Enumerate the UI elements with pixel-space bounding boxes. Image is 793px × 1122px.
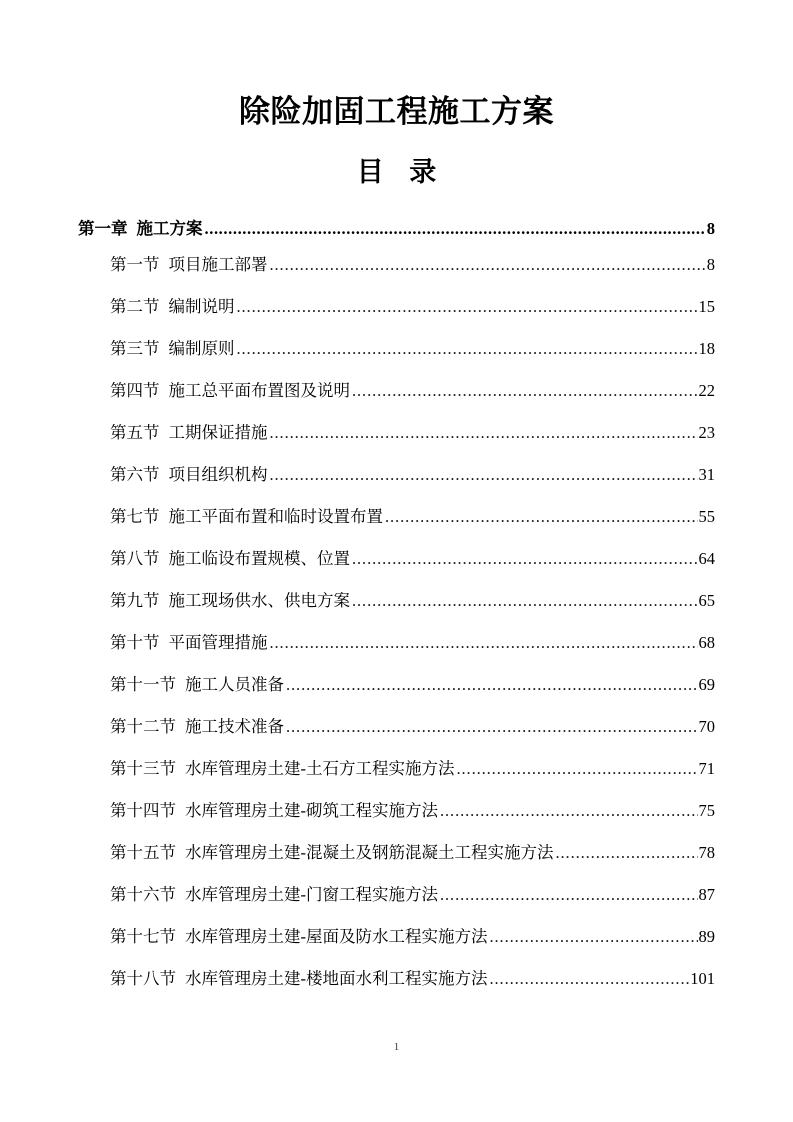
toc-entry-page-number: 71	[698, 759, 715, 778]
table-of-contents-heading: 目 录	[356, 157, 446, 187]
toc-entry-label	[110, 960, 490, 998]
toc-dot-leader	[205, 216, 706, 242]
toc-entry-number: 第五节	[110, 423, 160, 442]
toc-entry-label	[110, 708, 286, 746]
toc-entry-title: 项目施工部署	[168, 255, 268, 274]
toc-entry-label	[110, 834, 556, 872]
toc-dot-leader	[270, 414, 698, 452]
toc-entry[interactable]	[110, 960, 715, 1002]
toc-entry-title: 水库管理房土建-楼地面水利工程实施方法	[185, 969, 488, 988]
toc-entry[interactable]	[110, 372, 715, 414]
table-of-contents	[78, 216, 715, 1002]
toc-entry-title: 施工临设布置规模、位置	[168, 549, 350, 568]
toc-entry-number: 第八节	[110, 549, 160, 568]
toc-entry[interactable]	[110, 792, 715, 834]
toc-entry-page-number: 75	[698, 801, 715, 820]
toc-entry[interactable]	[110, 456, 715, 498]
toc-entry[interactable]	[110, 414, 715, 456]
toc-entry-number: 第十六节	[110, 885, 176, 904]
toc-entry[interactable]	[78, 216, 715, 246]
toc-entry-number: 第十四节	[110, 801, 176, 820]
toc-entry-title: 工期保证措施	[168, 423, 268, 442]
toc-entry-label	[110, 246, 270, 284]
toc-entry-title: 水库管理房土建-砌筑工程实施方法	[185, 801, 438, 820]
toc-dot-leader	[237, 330, 698, 368]
toc-entry-page-number: 65	[698, 591, 715, 610]
toc-entry-label	[110, 498, 385, 536]
toc-entry-number: 第十一节	[110, 675, 176, 694]
toc-entry-number: 第一节	[110, 255, 160, 274]
toc-entry[interactable]	[110, 246, 715, 288]
toc-entry-title: 水库管理房土建-土石方工程实施方法	[185, 759, 455, 778]
toc-dot-leader	[352, 372, 698, 410]
toc-entry-label	[110, 876, 440, 914]
toc-entry-number: 第七节	[110, 507, 160, 526]
toc-entry[interactable]	[110, 708, 715, 750]
toc-entry[interactable]	[110, 330, 715, 372]
toc-entry-page-number: 78	[698, 843, 715, 862]
toc-entry-number: 第二节	[110, 297, 160, 316]
toc-entry-label	[110, 540, 352, 578]
toc-entry-page-number: 8	[706, 219, 715, 238]
toc-entry-title: 施工人员准备	[185, 675, 284, 694]
toc-entry-number: 第十节	[110, 633, 160, 652]
toc-entry-title: 施工现场供水、供电方案	[168, 591, 350, 610]
toc-entry[interactable]	[110, 498, 715, 540]
toc-entry-page-number: 8	[706, 255, 715, 274]
toc-dot-leader	[270, 624, 698, 662]
toc-entry[interactable]	[110, 750, 715, 792]
toc-entry-title: 水库管理房土建-门窗工程实施方法	[185, 885, 438, 904]
toc-entry-number: 第十五节	[110, 843, 176, 862]
toc-entry[interactable]	[110, 666, 715, 708]
toc-entry-label	[78, 216, 205, 242]
toc-entry-page-number: 22	[698, 381, 715, 400]
toc-dot-leader	[440, 792, 698, 830]
toc-entry-number: 第十二节	[110, 717, 176, 736]
toc-entry-title: 项目组织机构	[168, 465, 268, 484]
toc-entry-page-number: 68	[698, 633, 715, 652]
toc-entry-page-number: 23	[698, 423, 715, 442]
toc-dot-leader	[352, 582, 698, 620]
toc-entry[interactable]	[110, 288, 715, 330]
toc-entry-label	[110, 330, 237, 368]
toc-entry-label	[110, 414, 270, 452]
document-title: 除险加固工程施工方案	[239, 94, 554, 129]
toc-dot-leader	[352, 540, 698, 578]
toc-entry[interactable]	[110, 582, 715, 624]
footer-page-number: 1	[393, 1041, 400, 1053]
toc-entry-number: 第九节	[110, 591, 160, 610]
toc-entry-number: 第三节	[110, 339, 160, 358]
toc-entry-page-number: 18	[698, 339, 715, 358]
toc-entry-label	[110, 666, 286, 704]
toc-dot-leader	[385, 498, 698, 536]
toc-entry-title: 施工总平面布置图及说明	[168, 381, 350, 400]
toc-dot-leader	[286, 708, 698, 746]
toc-dot-leader	[490, 918, 698, 956]
toc-entry[interactable]	[110, 540, 715, 582]
toc-entry-title: 施工方案	[136, 219, 203, 238]
toc-dot-leader	[286, 666, 698, 704]
toc-entry-label	[110, 288, 237, 326]
toc-entry-label	[110, 918, 490, 956]
toc-entry-label	[110, 372, 352, 410]
toc-entry-label	[110, 792, 440, 830]
toc-entry-label	[110, 750, 457, 788]
toc-dot-leader	[556, 834, 698, 872]
toc-entry-page-number: 31	[698, 465, 715, 484]
toc-entry-number: 第十八节	[110, 969, 176, 988]
toc-entry-title: 水库管理房土建-屋面及防水工程实施方法	[185, 927, 488, 946]
toc-entry-label	[110, 582, 352, 620]
toc-dot-leader	[490, 960, 690, 998]
toc-entry-label	[110, 456, 270, 494]
toc-entry-title: 编制说明	[168, 297, 235, 316]
toc-entry[interactable]	[110, 624, 715, 666]
toc-entry-title: 施工平面布置和临时设置布置	[168, 507, 383, 526]
toc-entry-number: 第十三节	[110, 759, 176, 778]
toc-dot-leader	[440, 876, 698, 914]
toc-entry-number: 第六节	[110, 465, 160, 484]
toc-dot-leader	[237, 288, 698, 326]
toc-entry[interactable]	[110, 834, 715, 876]
toc-entry-title: 施工技术准备	[185, 717, 284, 736]
toc-entry[interactable]	[110, 918, 715, 960]
toc-dot-leader	[270, 456, 698, 494]
toc-entry-title: 平面管理措施	[168, 633, 268, 652]
toc-entry-page-number: 55	[698, 507, 715, 526]
toc-entry-label	[110, 624, 270, 662]
toc-entry-page-number: 70	[698, 717, 715, 736]
toc-dot-leader	[457, 750, 698, 788]
toc-entry-page-number: 15	[698, 297, 715, 316]
toc-dot-leader	[270, 246, 706, 284]
toc-entry-title: 编制原则	[168, 339, 235, 358]
toc-entry-page-number: 64	[698, 549, 715, 568]
toc-entry[interactable]	[110, 876, 715, 918]
toc-entry-title: 水库管理房土建-混凝土及钢筋混凝土工程实施方法	[185, 843, 554, 862]
toc-entry-number: 第四节	[110, 381, 160, 400]
toc-entry-number: 第一章	[78, 219, 128, 238]
toc-entry-page-number: 87	[698, 885, 715, 904]
toc-entry-page-number: 89	[698, 927, 715, 946]
toc-entry-number: 第十七节	[110, 927, 176, 946]
toc-entry-page-number: 101	[690, 969, 715, 988]
toc-entry-page-number: 69	[698, 675, 715, 694]
